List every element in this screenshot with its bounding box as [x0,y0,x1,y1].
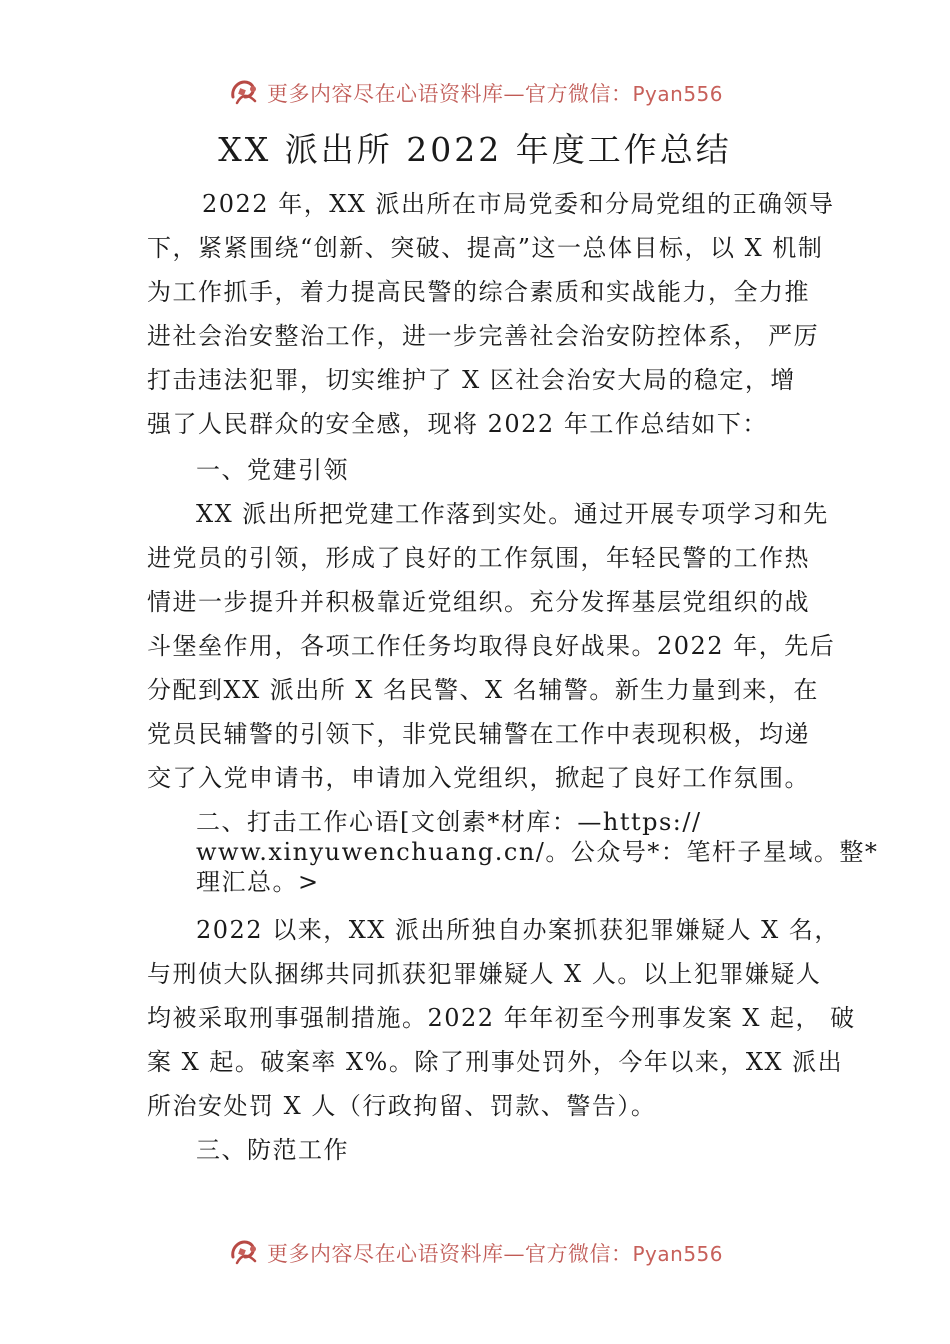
header-banner [0,71,950,115]
intro-line: 打击违法犯罪，切实维护了 X 区社会治安大局的稳定，增 [147,366,796,394]
document-title: XX 派出所 2022 年度工作总结 [218,130,732,169]
section2-line: 案 X 起。破案率 X%。除了刑事处罚外，今年以来，XX 派出 [147,1048,844,1076]
section-heading: www.xinyuwenchuang.cn/。公众号*：笔杆子星域。整* [196,838,879,866]
section2-line: 2022 以来，XX 派出所独自办案抓获犯罪嫌疑人 X 名， [196,916,840,944]
footer-banner [0,1231,950,1275]
section-heading: 三、防范工作 [196,1136,349,1164]
intro-line: 强了人民群众的安全感，现将 2022 年工作总结如下： [147,410,768,438]
calligraphy-seal-logo-icon [227,75,263,111]
intro-line: 下，紧紧围绕“创新、突破、提高”这一总体目标，以 X 机制 [147,234,824,262]
section2-line: 均被采取刑事强制措施。2022 年年初至今刑事发案 X 起， 破 [147,1004,856,1032]
section1-line: 情进一步提升并积极靠近党组织。充分发挥基层党组织的战 [147,588,810,616]
section1-line: XX 派出所把党建工作落到实处。通过开展专项学习和先 [196,500,829,528]
section1-line: 斗堡垒作用，各项工作任务均取得良好战果。2022 年，先后 [147,632,836,660]
section1-line: 党员民辅警的引领下，非党民辅警在工作中表现积极，均递 [147,720,810,748]
section1-line: 交了入党申请书，申请加入党组织，掀起了良好工作氛围。 [147,764,810,792]
section-heading: 一、党建引领 [196,456,349,484]
intro-line: 进社会治安整治工作，进一步完善社会治安防控体系， 严厉 [147,322,820,350]
banner-wechat-id: Pyan556 [632,82,723,106]
section1-line: 进党员的引领，形成了良好的工作氛围，年轻民警的工作热 [147,544,810,572]
calligraphy-seal-logo-icon [227,1235,263,1271]
banner-text: 更多内容尽在心语资料库—官方微信： [266,1242,633,1266]
section1-line: 分配到XX 派出所 X 名民警、X 名辅警。新生力量到来，在 [147,676,819,704]
section-heading: 二、打击工作心语[文创素*材库：—https:// [196,808,702,836]
banner-text: 更多内容尽在心语资料库—官方微信： [266,82,633,106]
banner-wechat-id: Pyan556 [632,1242,723,1266]
intro-line: 2022 年，XX 派出所在市局党委和分局党组的正确领导 [202,190,835,218]
intro-line: 为工作抓手，着力提高民警的综合素质和实战能力，全力推 [147,278,810,306]
section2-line: 所治安处罚 X 人（行政拘留、罚款、警告）。 [147,1092,657,1120]
section2-line: 与刑侦大队捆绑共同抓获犯罪嫌疑人 X 人。以上犯罪嫌疑人 [147,960,822,988]
section-heading: 理汇总。> [196,868,320,896]
